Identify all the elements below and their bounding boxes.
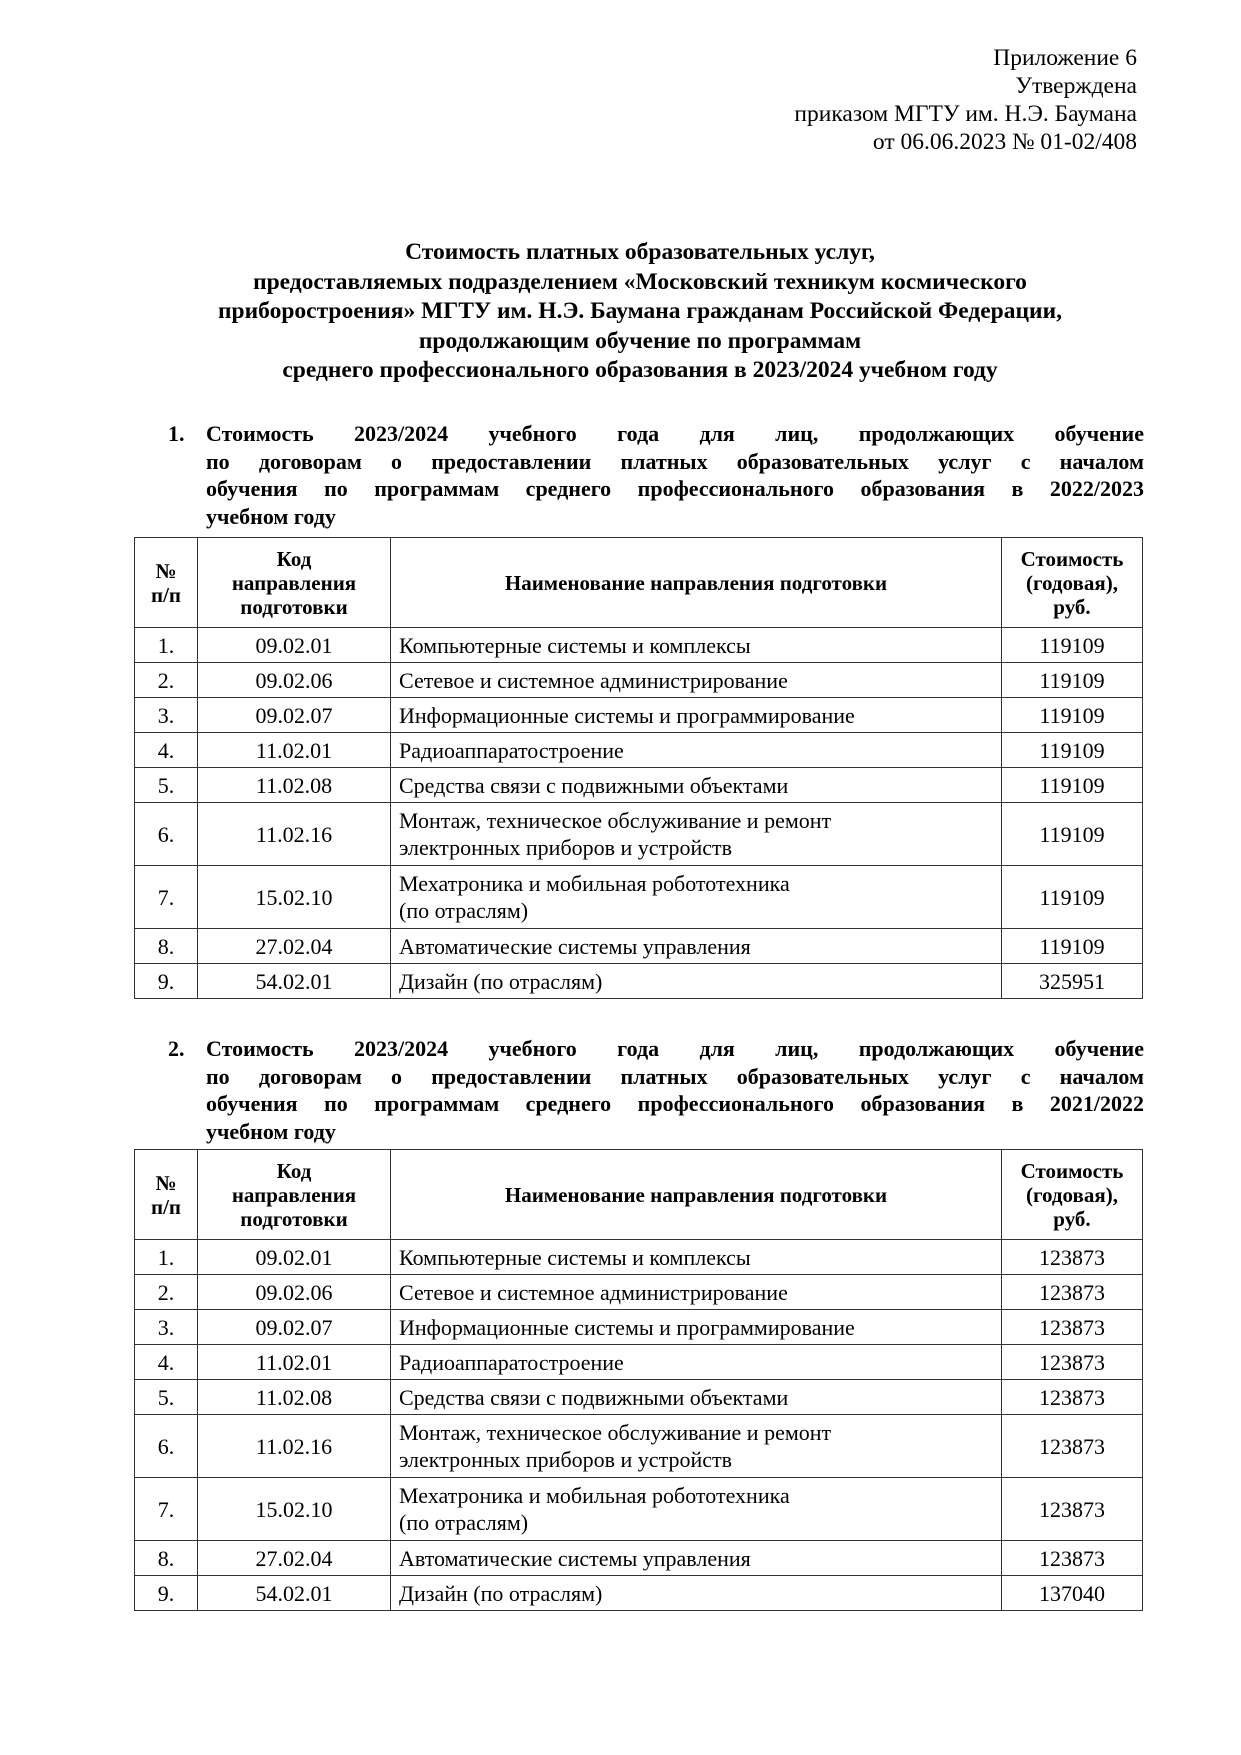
- program-code: 11.02.16: [198, 1415, 391, 1478]
- program-name-line: Автоматические системы управления: [399, 1545, 751, 1571]
- table-header-row: [135, 538, 1143, 628]
- section-1-heading: [168, 420, 1144, 530]
- annual-cost: 119109: [1002, 866, 1143, 929]
- program-name-line: электронных приборов и устройств: [399, 1447, 732, 1472]
- program-name: [391, 698, 1002, 733]
- table-row: [135, 768, 1143, 803]
- program-name: [391, 1380, 1002, 1415]
- header-line: Код: [276, 1158, 312, 1183]
- header-line: руб.: [1053, 594, 1091, 619]
- row-number: 1.: [135, 628, 198, 663]
- table-row: [135, 1478, 1143, 1541]
- program-name-line: Сетевое и системное администрирование: [399, 1279, 788, 1305]
- annual-cost: 119109: [1002, 628, 1143, 663]
- program-code: 54.02.01: [198, 1576, 391, 1611]
- row-number: 2.: [135, 1275, 198, 1310]
- annual-cost: 137040: [1002, 1576, 1143, 1611]
- program-name: [391, 768, 1002, 803]
- program-name-line: Компьютерные системы и комплексы: [399, 1244, 751, 1270]
- row-number: 3.: [135, 1310, 198, 1345]
- heading-line: обучения по программам среднего профессионального образования в 2021/2022: [206, 1091, 1144, 1116]
- header-line: п/п: [150, 582, 182, 607]
- annual-cost: 325951: [1002, 964, 1143, 999]
- program-code: 09.02.01: [198, 628, 391, 663]
- table-row: [135, 1541, 1143, 1576]
- table-header-row: [135, 1150, 1143, 1240]
- annual-cost: 123873: [1002, 1415, 1143, 1478]
- title-line: продолжающим обучение по программам: [418, 327, 862, 354]
- section-2-heading: [168, 1035, 1144, 1145]
- row-number: 5.: [135, 768, 198, 803]
- annual-cost: 123873: [1002, 1478, 1143, 1541]
- table-row: [135, 628, 1143, 663]
- title-line: предоставляемых подразделением «Московский техникум космического: [253, 268, 1027, 295]
- row-number: 9.: [135, 1576, 198, 1611]
- header-name: Наименование направления подготовки: [391, 1150, 1002, 1240]
- heading-line: Стоимость 2023/2024 учебного года для лиц, продолжающих обучение: [206, 421, 1144, 446]
- program-name: [391, 1345, 1002, 1380]
- heading-line: обучения по программам среднего профессионального образования в 2022/2023: [206, 476, 1144, 501]
- header-name: Наименование направления подготовки: [391, 538, 1002, 628]
- approval-appendix: Приложение 6: [993, 45, 1137, 71]
- annual-cost: 123873: [1002, 1275, 1143, 1310]
- program-name-line: Радиоаппаратостроение: [399, 1349, 624, 1375]
- program-name: [391, 929, 1002, 964]
- program-name-line: Мехатроника и мобильная робототехника: [399, 871, 790, 896]
- header-line: подготовки: [240, 594, 348, 619]
- header-cost: [1002, 1150, 1143, 1240]
- program-name: [391, 1415, 1002, 1478]
- program-name-line: Монтаж, техническое обслуживание и ремонт: [399, 1420, 832, 1445]
- header-line: Код: [276, 546, 312, 571]
- approval-date-number: от 06.06.2023 № 01-02/408: [872, 129, 1137, 155]
- title-line: Стоимость платных образовательных услуг,: [405, 239, 875, 265]
- header-line: №: [155, 1170, 177, 1195]
- header-num: [135, 1150, 198, 1240]
- price-table-1: [134, 537, 1143, 999]
- heading-line: учебном году: [206, 503, 336, 529]
- heading-line: учебном году: [206, 1118, 336, 1144]
- program-name-line: Средства связи с подвижными объектами: [399, 772, 789, 798]
- table-row: [135, 1415, 1143, 1478]
- price-table-2: [134, 1149, 1143, 1611]
- section-number: 1.: [168, 421, 185, 446]
- row-number: 4.: [135, 1345, 198, 1380]
- annual-cost: 119109: [1002, 803, 1143, 866]
- program-name-line: Информационные системы и программирование: [399, 1314, 855, 1340]
- program-name-line: Средства связи с подвижными объектами: [399, 1384, 789, 1410]
- annual-cost: 123873: [1002, 1345, 1143, 1380]
- approval-approved: Утверждена: [1015, 73, 1137, 99]
- row-number: 4.: [135, 733, 198, 768]
- header-line: направления: [231, 1182, 357, 1207]
- header-code: [198, 1150, 391, 1240]
- program-code: 54.02.01: [198, 964, 391, 999]
- program-name-line: Сетевое и системное администрирование: [399, 667, 788, 693]
- row-number: 9.: [135, 964, 198, 999]
- row-number: 2.: [135, 663, 198, 698]
- header-code: [198, 538, 391, 628]
- program-name: [391, 1541, 1002, 1576]
- header-line: руб.: [1053, 1206, 1091, 1231]
- program-name: [391, 1576, 1002, 1611]
- heading-line: Стоимость 2023/2024 учебного года для лиц, продолжающих обучение: [206, 1036, 1144, 1061]
- program-name-line: (по отраслям): [399, 898, 529, 923]
- row-number: 8.: [135, 929, 198, 964]
- table-row: [135, 1576, 1143, 1611]
- table-row: [135, 803, 1143, 866]
- title-line: среднего профессионального образования в 2023/2024 учебном году: [282, 357, 998, 383]
- annual-cost: 123873: [1002, 1541, 1143, 1576]
- header-cost: [1002, 538, 1143, 628]
- table-row: [135, 1275, 1143, 1310]
- table-row: [135, 733, 1143, 768]
- program-name: [391, 803, 1002, 866]
- program-name-line: Информационные системы и программирование: [399, 702, 855, 728]
- title-line: приборостроения» МГТУ им. Н.Э. Баумана гражданам Российской Федерации,: [217, 298, 1062, 324]
- annual-cost: 123873: [1002, 1240, 1143, 1275]
- row-number: 7.: [135, 866, 198, 929]
- header-line: (годовая),: [1026, 570, 1118, 595]
- header-line: Стоимость: [1020, 1158, 1124, 1183]
- program-name-line: Дизайн (по отраслям): [399, 968, 603, 994]
- header-line: Стоимость: [1020, 546, 1124, 571]
- program-code: 09.02.06: [198, 663, 391, 698]
- table-row: [135, 964, 1143, 999]
- program-name: [391, 1310, 1002, 1345]
- header-line: (годовая),: [1026, 1182, 1118, 1207]
- annual-cost: 119109: [1002, 768, 1143, 803]
- row-number: 6.: [135, 803, 198, 866]
- heading-line: по договорам о предоставлении платных образовательных услуг с началом: [206, 1063, 1144, 1089]
- program-name-line: Компьютерные системы и комплексы: [399, 632, 751, 658]
- annual-cost: 119109: [1002, 733, 1143, 768]
- program-name: [391, 964, 1002, 999]
- row-number: 6.: [135, 1415, 198, 1478]
- table-row: [135, 1380, 1143, 1415]
- annual-cost: 119109: [1002, 929, 1143, 964]
- program-name-line: Дизайн (по отраслям): [399, 1580, 603, 1606]
- program-code: 11.02.16: [198, 803, 391, 866]
- program-name-line: Монтаж, техническое обслуживание и ремонт: [399, 808, 832, 833]
- program-code: 11.02.01: [198, 1345, 391, 1380]
- heading-line: по договорам о предоставлении платных образовательных услуг с началом: [206, 448, 1144, 474]
- program-code: 09.02.07: [198, 698, 391, 733]
- program-code: 15.02.10: [198, 866, 391, 929]
- program-code: 09.02.01: [198, 1240, 391, 1275]
- program-code: 11.02.08: [198, 1380, 391, 1415]
- annual-cost: 123873: [1002, 1310, 1143, 1345]
- program-name-line: Радиоаппаратостроение: [399, 737, 624, 763]
- header-num: [135, 538, 198, 628]
- document-title: [130, 238, 1150, 386]
- table-row: [135, 698, 1143, 733]
- program-code: 27.02.04: [198, 929, 391, 964]
- table-row: [135, 929, 1143, 964]
- program-name: [391, 628, 1002, 663]
- program-name: [391, 1275, 1002, 1310]
- program-name-line: (по отраслям): [399, 1510, 529, 1535]
- program-code: 11.02.08: [198, 768, 391, 803]
- row-number: 3.: [135, 698, 198, 733]
- program-name: [391, 1240, 1002, 1275]
- program-name: [391, 1478, 1002, 1541]
- program-code: 15.02.10: [198, 1478, 391, 1541]
- header-line: подготовки: [240, 1206, 348, 1231]
- header-line: №: [155, 558, 177, 583]
- program-name-line: Мехатроника и мобильная робототехника: [399, 1483, 790, 1508]
- row-number: 7.: [135, 1478, 198, 1541]
- table-row: [135, 1345, 1143, 1380]
- program-name-line: Автоматические системы управления: [399, 933, 751, 959]
- annual-cost: 119109: [1002, 698, 1143, 733]
- program-code: 11.02.01: [198, 733, 391, 768]
- table-row: [135, 1310, 1143, 1345]
- row-number: 5.: [135, 1380, 198, 1415]
- program-name: [391, 663, 1002, 698]
- row-number: 1.: [135, 1240, 198, 1275]
- row-number: 8.: [135, 1541, 198, 1576]
- header-line: п/п: [150, 1194, 182, 1219]
- approval-block: [794, 44, 1137, 156]
- program-code: 09.02.07: [198, 1310, 391, 1345]
- program-name-line: электронных приборов и устройств: [399, 835, 732, 860]
- program-code: 09.02.06: [198, 1275, 391, 1310]
- annual-cost: 119109: [1002, 663, 1143, 698]
- table-row: [135, 663, 1143, 698]
- program-name: [391, 733, 1002, 768]
- section-number: 2.: [168, 1036, 185, 1061]
- table-row: [135, 866, 1143, 929]
- header-line: направления: [231, 570, 357, 595]
- table-row: [135, 1240, 1143, 1275]
- program-name: [391, 866, 1002, 929]
- annual-cost: 123873: [1002, 1380, 1143, 1415]
- approval-order: приказом МГТУ им. Н.Э. Баумана: [794, 101, 1137, 127]
- program-code: 27.02.04: [198, 1541, 391, 1576]
